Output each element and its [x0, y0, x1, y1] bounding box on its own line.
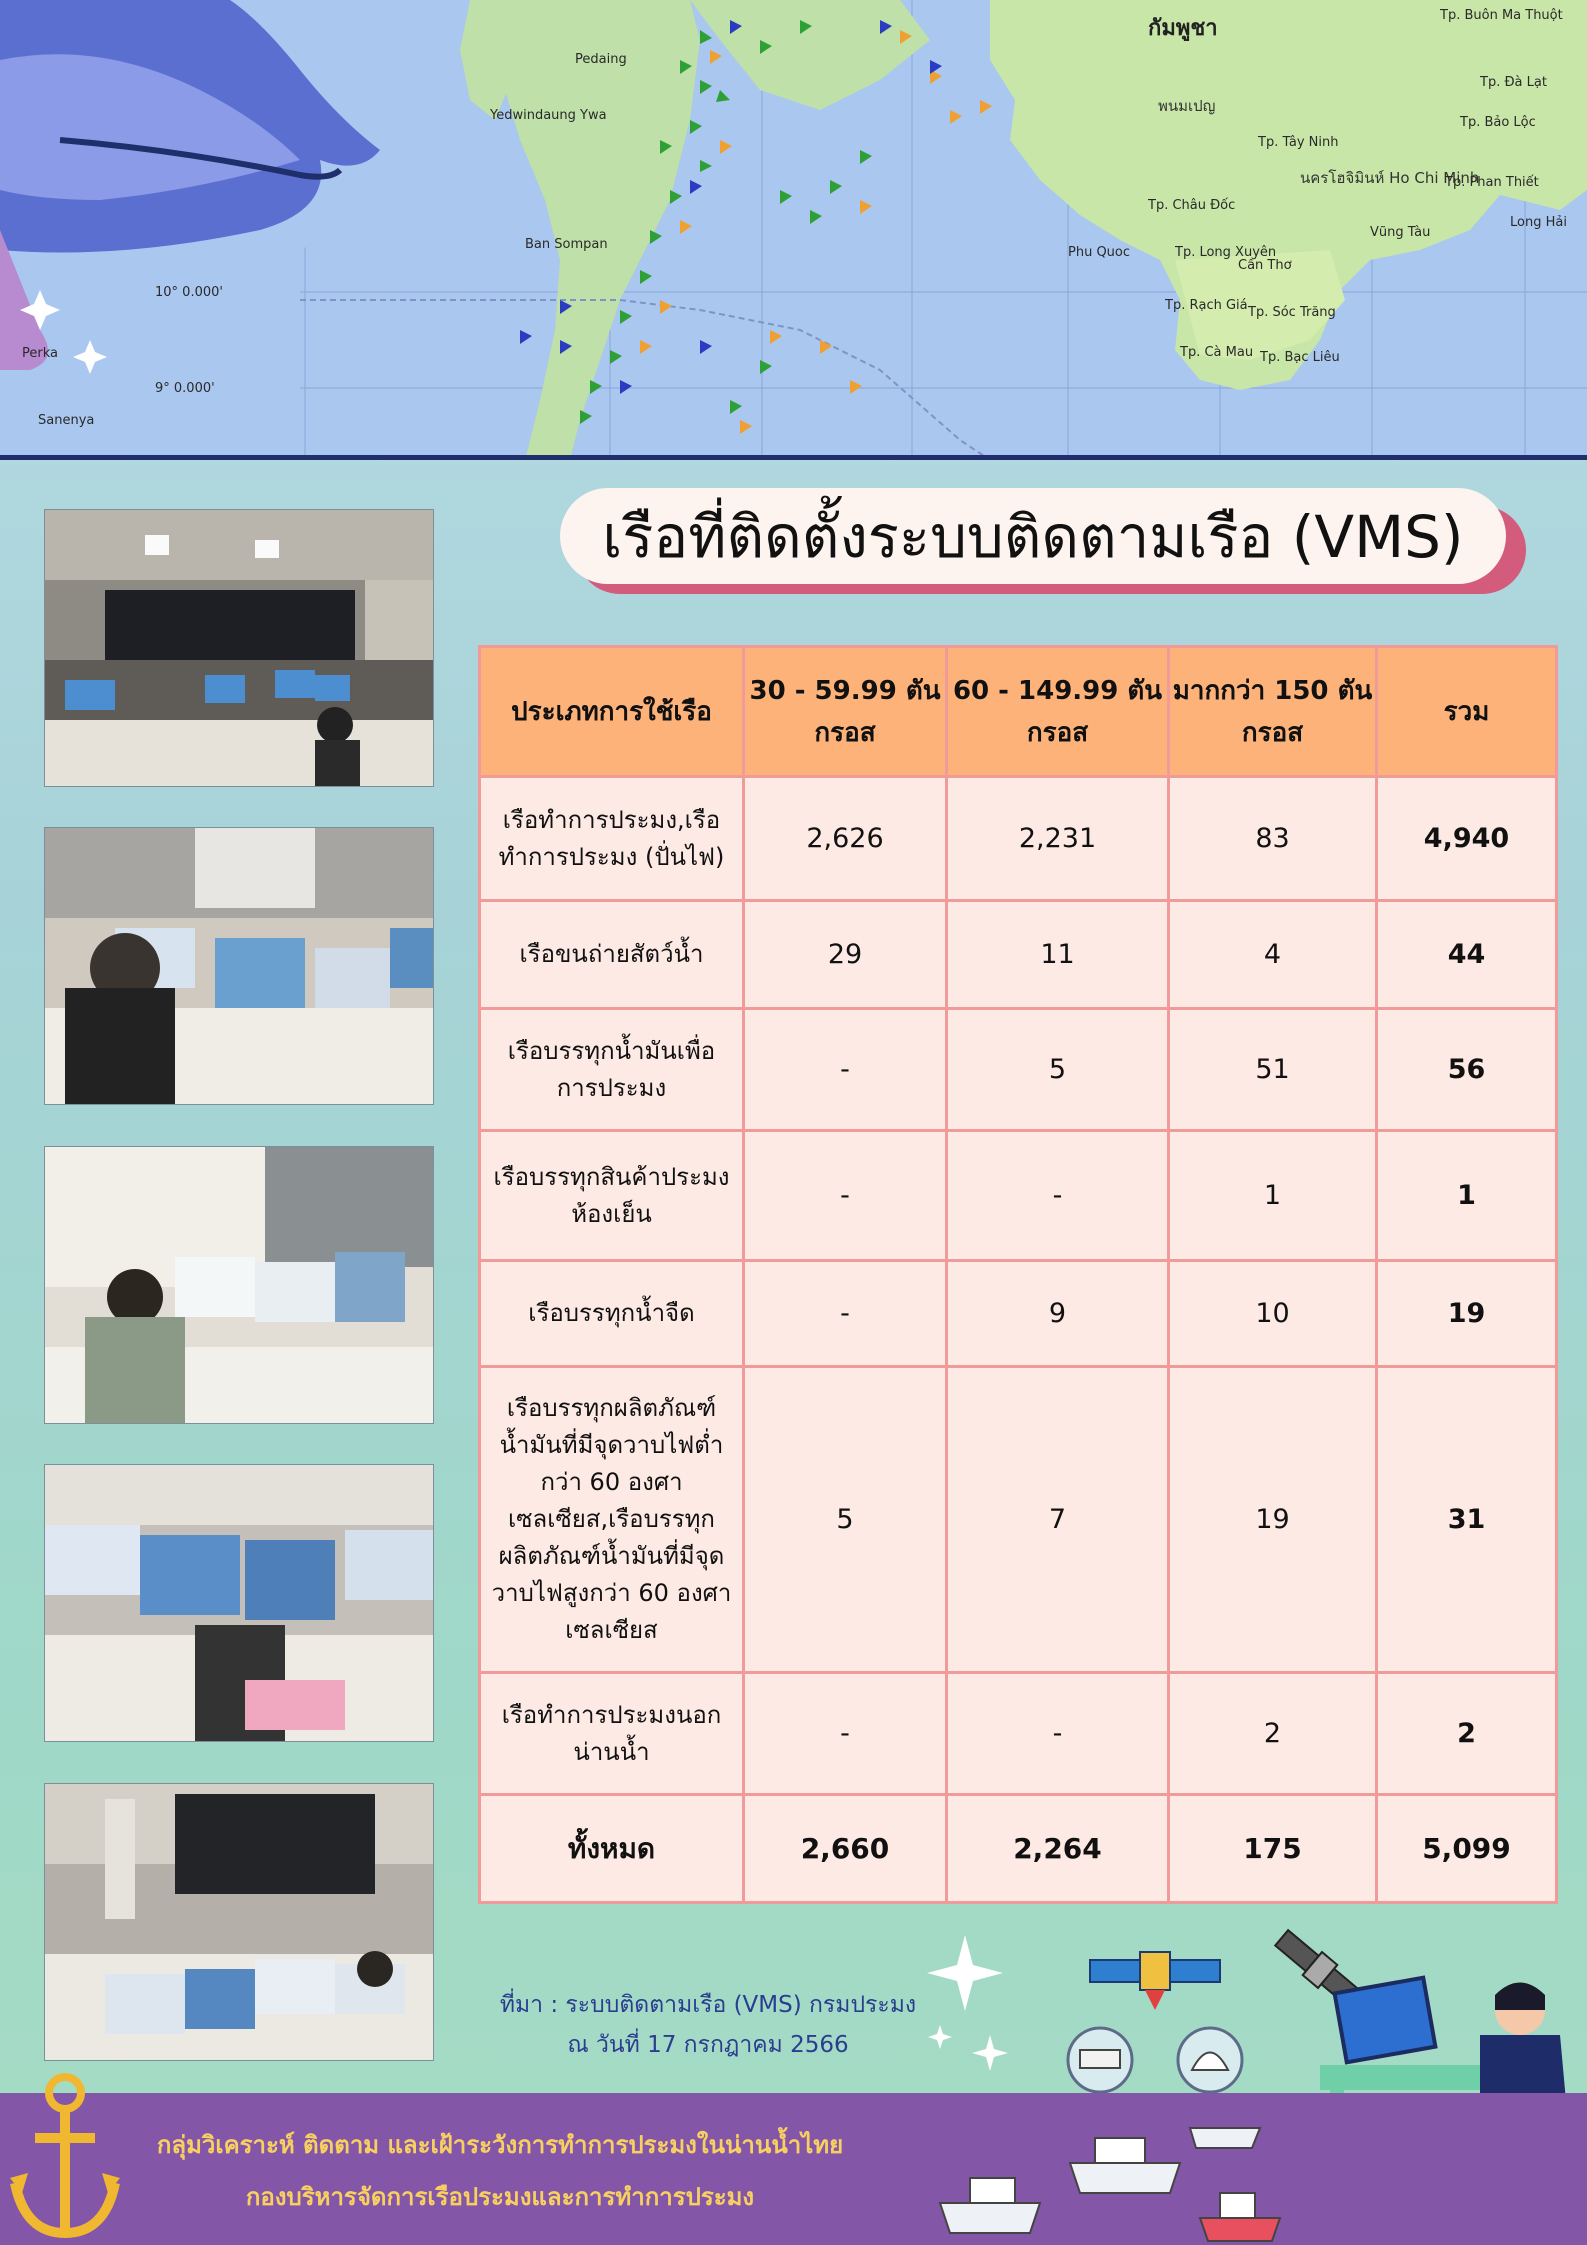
table-row	[480, 1367, 1557, 1673]
cell-total: 44	[1377, 901, 1557, 1009]
col-header-60-149: 60 - 149.99 ตันกรอส	[947, 647, 1169, 777]
table-row	[480, 1131, 1557, 1261]
map-label-yedwindaung: Yedwindaung Ywa	[490, 108, 607, 123]
cell-total: 19	[1377, 1261, 1557, 1367]
footer-band	[0, 2093, 1587, 2245]
anchor-icon	[10, 2063, 120, 2243]
cell-total: 56	[1377, 1009, 1557, 1131]
control-room-photo-3	[44, 1146, 434, 1424]
cell-60-149: 2,231	[947, 777, 1169, 901]
map-label-cambodia: กัมพูชา	[1148, 16, 1218, 41]
col-header-type: ประเภทการใช้เรือ	[480, 647, 744, 777]
map-label-ca-mau: Tp. Cà Mau	[1180, 345, 1254, 360]
col-header-30-59: 30 - 59.99 ตันกรอส	[744, 647, 947, 777]
control-room-photo-4	[44, 1464, 434, 1742]
map-label-phu-quoc: Phu Quoc	[1068, 245, 1131, 260]
cell-over-150: 83	[1169, 777, 1377, 901]
map-label-long-xuyen: Tp. Long Xuyên	[1175, 245, 1277, 260]
map-label-pedaing: Pedaing	[575, 52, 627, 67]
row-type: เรือบรรทุกน้ำมันเพื่อการประมง	[480, 1009, 744, 1131]
cell-60-149: 9	[947, 1261, 1169, 1367]
map-label-can-tho: Cần Thơ	[1238, 258, 1292, 273]
map-label-ho-chi-minh: นครโฮจิมินห์ Ho Chi Minh	[1300, 169, 1480, 187]
map-label-chau-doc: Tp. Châu Đốc	[1148, 198, 1236, 213]
summary-over-150: 175	[1169, 1795, 1377, 1903]
col-header-over-150: มากกว่า 150 ตันกรอส	[1169, 647, 1377, 777]
map-label-buon-ma-thuot: Tp. Buôn Ma Thuột	[1440, 8, 1563, 23]
row-type: เรือบรรทุกผลิตภัณฑ์น้ำมันที่มีจุดวาบไฟต่ำกว่า 60 องศาเซลเซียส,เรือบรรทุกผลิตภัณฑ์น้ำมันที่มีจุดวาบไฟสูงกว่า 60 องศาเซลเซียส	[480, 1367, 744, 1673]
table-row	[480, 1261, 1557, 1367]
cell-over-150: 10	[1169, 1261, 1377, 1367]
control-room-photo-2	[44, 827, 434, 1105]
control-room-photo-5	[44, 1783, 434, 2061]
map-label-phnom-penh: พนมเปญ	[1158, 97, 1216, 115]
map-label-soc-trang: Tp. Sóc Trăng	[1248, 305, 1336, 320]
table-summary-row	[480, 1795, 1557, 1903]
footer-line-1: กลุ่มวิเคราะห์ ติดตาม และเฝ้าระวังการทำการประมงในน่านน้ำไทย	[156, 2131, 844, 2159]
cell-over-150: 4	[1169, 901, 1377, 1009]
cell-over-150: 51	[1169, 1009, 1377, 1131]
vms-table	[478, 645, 1558, 1904]
cell-over-150: 19	[1169, 1367, 1377, 1673]
summary-label: ทั้งหมด	[480, 1795, 744, 1903]
summary-30-59: 2,660	[744, 1795, 947, 1903]
map-label-lat-10: 10° 0.000'	[155, 285, 223, 300]
map-label-tay-ninh: Tp. Tây Ninh	[1258, 135, 1339, 150]
cell-total: 31	[1377, 1367, 1557, 1673]
cell-60-149: -	[947, 1673, 1169, 1795]
map-label-rach-gia: Tp. Rạch Giá	[1165, 298, 1248, 313]
map-label-da-lat: Tp. Đà Lạt	[1480, 75, 1547, 90]
title-banner	[560, 488, 1526, 596]
map-label-bac-lieu: Tp. Bạc Liêu	[1260, 350, 1340, 365]
cell-60-149: -	[947, 1131, 1169, 1261]
vessel-map	[0, 0, 1587, 460]
cell-30-59: -	[744, 1261, 947, 1367]
cell-60-149: 5	[947, 1009, 1169, 1131]
footer-line-2: กองบริหารจัดการเรือประมงและการทำการประมง	[245, 2183, 755, 2211]
cell-total: 1	[1377, 1131, 1557, 1261]
source-line-1: ที่มา : ระบบติดตามเรือ (VMS) กรมประมง	[499, 1992, 917, 2018]
table-row	[480, 901, 1557, 1009]
page-title: เรือที่ติดตั้งระบบติดตามเรือ (VMS)	[560, 488, 1506, 584]
row-type: เรือบรรทุกสินค้าประมงห้องเย็น	[480, 1131, 744, 1261]
source-note	[478, 1985, 938, 2065]
map-label-lat-9: 9° 0.000'	[155, 381, 215, 396]
table-row	[480, 1009, 1557, 1131]
map-label-long-hai: Long Hải	[1510, 215, 1567, 230]
table-row	[480, 777, 1557, 901]
row-type: เรือทำการประมง,เรือทำการประมง (ปั่นไฟ)	[480, 777, 744, 901]
col-header-total: รวม	[1377, 647, 1557, 777]
cell-total: 4,940	[1377, 777, 1557, 901]
cell-30-59: -	[744, 1009, 947, 1131]
map-background	[0, 0, 1587, 460]
table-header-row	[480, 647, 1557, 777]
map-label-ban-sompan: Ban Sompan	[525, 237, 608, 252]
sparkle-icon	[927, 1935, 1003, 2011]
row-type: เรือบรรทุกน้ำจืด	[480, 1261, 744, 1367]
cell-over-150: 1	[1169, 1131, 1377, 1261]
cell-30-59: 29	[744, 901, 947, 1009]
cell-total: 2	[1377, 1673, 1557, 1795]
cell-60-149: 7	[947, 1367, 1169, 1673]
map-label-bao-loc: Tp. Bảo Lộc	[1460, 115, 1536, 130]
cell-over-150: 2	[1169, 1673, 1377, 1795]
summary-60-149: 2,264	[947, 1795, 1169, 1903]
cell-30-59: 2,626	[744, 777, 947, 901]
map-label-vung-tau: Vũng Tàu	[1370, 225, 1431, 240]
cell-30-59: 5	[744, 1367, 947, 1673]
map-label-phan-thiet: Tp. Phan Thiết	[1445, 175, 1539, 190]
summary-total: 5,099	[1377, 1795, 1557, 1903]
source-line-2: ณ วันที่ 17 กรกฎาคม 2566	[567, 2032, 849, 2058]
row-type: เรือทำการประมงนอกน่านน้ำ	[480, 1673, 744, 1795]
fishing-boats-icon	[930, 2093, 1290, 2245]
satellite-icon	[1090, 1952, 1220, 2010]
row-type: เรือขนถ่ายสัตว์น้ำ	[480, 901, 744, 1009]
map-label-perka: Perka	[22, 346, 58, 361]
map-label-sanenya: Sanenya	[38, 413, 95, 428]
cell-30-59: -	[744, 1131, 947, 1261]
table-row	[480, 1673, 1557, 1795]
control-room-photo-1	[44, 509, 434, 787]
cell-30-59: -	[744, 1673, 947, 1795]
cell-60-149: 11	[947, 901, 1169, 1009]
